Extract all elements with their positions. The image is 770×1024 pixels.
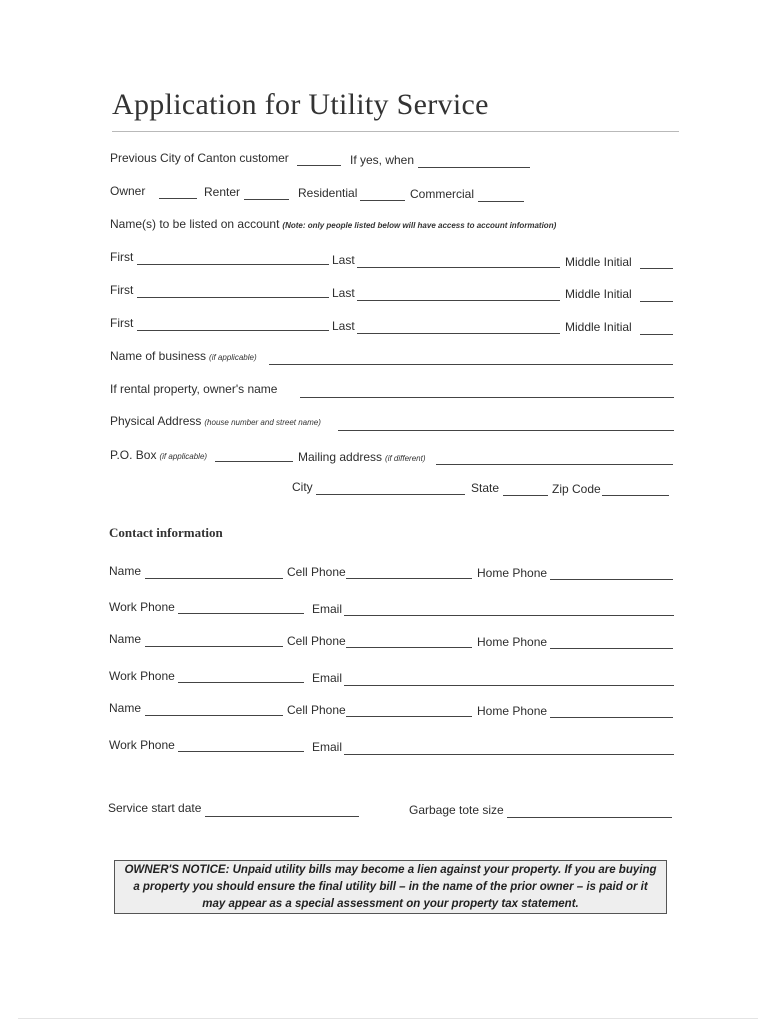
city-field[interactable] xyxy=(316,494,465,495)
zip-code-label: Zip Code xyxy=(552,482,601,496)
cell-phone-label-3: Cell Phone xyxy=(287,703,346,717)
commercial-field[interactable] xyxy=(478,201,524,202)
last-name-label-3: Last xyxy=(332,319,355,333)
home-phone-label-1: Home Phone xyxy=(477,566,548,580)
email-field-3[interactable] xyxy=(344,754,674,755)
po-box-row xyxy=(110,448,207,462)
owner-label: Owner xyxy=(110,184,146,198)
page-title: Application for Utility Service xyxy=(112,88,489,121)
first-name-label-1: First xyxy=(110,250,134,264)
account-names-note: (Note: only people listed below will have access to account information) xyxy=(282,221,557,230)
last-name-label-2: Last xyxy=(332,286,355,300)
physical-address-label: Physical Address xyxy=(110,414,202,428)
city-label: City xyxy=(292,480,313,494)
cell-phone-field-1[interactable] xyxy=(346,578,472,579)
cell-phone-label-2: Cell Phone xyxy=(287,634,346,648)
business-name-note: (if applicable) xyxy=(209,353,257,362)
last-name-field-2[interactable] xyxy=(357,300,560,301)
middle-initial-label-2: Middle Initial xyxy=(565,287,632,301)
mailing-address-note: (if different) xyxy=(385,454,426,463)
physical-address-row xyxy=(110,414,321,428)
work-phone-field-1[interactable] xyxy=(178,613,304,614)
cell-phone-label-1: Cell Phone xyxy=(287,565,346,579)
service-start-field[interactable] xyxy=(205,816,359,817)
work-phone-field-2[interactable] xyxy=(178,682,304,683)
contact-name-label-3: Name xyxy=(109,701,142,715)
first-name-label-2: First xyxy=(110,283,134,297)
rental-owner-field[interactable] xyxy=(300,397,674,398)
po-box-label: P.O. Box xyxy=(110,448,157,462)
cell-phone-field-3[interactable] xyxy=(346,716,472,717)
if-yes-when-label: If yes, when xyxy=(350,153,415,167)
email-field-2[interactable] xyxy=(344,685,674,686)
renter-label: Renter xyxy=(204,185,241,199)
residential-label: Residential xyxy=(298,186,358,200)
email-label-1: Email xyxy=(312,602,343,616)
residential-field[interactable] xyxy=(360,200,405,201)
work-phone-field-3[interactable] xyxy=(178,751,304,752)
work-phone-label-3: Work Phone xyxy=(109,738,175,752)
rental-owner-label: If rental property, owner's name xyxy=(110,382,278,396)
service-start-label: Service start date xyxy=(108,801,202,815)
po-box-note: (if applicable) xyxy=(159,452,208,461)
home-phone-label-2: Home Phone xyxy=(477,635,548,649)
contact-name-field-3[interactable] xyxy=(145,715,283,716)
first-name-field-3[interactable] xyxy=(137,330,329,331)
state-field[interactable] xyxy=(503,495,548,496)
last-name-field-3[interactable] xyxy=(357,333,560,334)
page-bottom-edge xyxy=(18,1018,758,1019)
business-name-field[interactable] xyxy=(269,364,673,365)
home-phone-field-3[interactable] xyxy=(550,717,673,718)
renter-field[interactable] xyxy=(244,199,289,200)
cell-phone-field-2[interactable] xyxy=(346,647,472,648)
middle-initial-field-3[interactable] xyxy=(640,334,673,335)
previous-customer-field[interactable] xyxy=(297,165,341,166)
middle-initial-label-1: Middle Initial xyxy=(565,255,632,269)
last-name-label-1: Last xyxy=(332,253,355,267)
middle-initial-field-2[interactable] xyxy=(640,301,673,302)
middle-initial-field-1[interactable] xyxy=(640,268,673,269)
business-name-label: Name of business xyxy=(110,349,207,363)
contact-name-field-2[interactable] xyxy=(145,646,283,647)
first-name-field-1[interactable] xyxy=(137,264,329,265)
home-phone-field-2[interactable] xyxy=(550,648,673,649)
zip-code-field[interactable] xyxy=(602,495,669,496)
account-names-label: Name(s) to be listed on account xyxy=(110,217,280,231)
email-field-1[interactable] xyxy=(344,615,674,616)
first-name-field-2[interactable] xyxy=(137,297,329,298)
business-name-row xyxy=(110,349,257,363)
garbage-tote-label: Garbage tote size xyxy=(409,803,504,817)
work-phone-label-2: Work Phone xyxy=(109,669,175,683)
contact-section-heading: Contact information xyxy=(109,525,223,540)
home-phone-field-1[interactable] xyxy=(550,579,673,580)
contact-name-field-1[interactable] xyxy=(145,578,283,579)
work-phone-label-1: Work Phone xyxy=(109,600,175,614)
previous-customer-label: Previous City of Canton customer xyxy=(110,151,289,165)
owner-field[interactable] xyxy=(159,198,197,199)
physical-address-field[interactable] xyxy=(338,430,674,431)
last-name-field-1[interactable] xyxy=(357,267,560,268)
mailing-address-label: Mailing address xyxy=(298,450,383,464)
commercial-label: Commercial xyxy=(410,187,475,201)
owners-notice: OWNER'S NOTICE: Unpaid utility bills may become a lien against your property. If you are buying a property you should ensure the final utility bill – in the name of the prior owner – is paid or it may appear as a special assessment on your property tax statement. xyxy=(114,860,667,914)
title-divider xyxy=(112,131,679,132)
email-label-3: Email xyxy=(312,740,343,754)
account-names-heading xyxy=(110,217,556,231)
first-name-label-3: First xyxy=(110,316,134,330)
email-label-2: Email xyxy=(312,671,343,685)
state-label: State xyxy=(471,481,500,495)
if-yes-when-field[interactable] xyxy=(418,167,530,168)
mailing-address-field[interactable] xyxy=(436,464,673,465)
contact-name-label-1: Name xyxy=(109,564,142,578)
physical-address-note: (house number and street name) xyxy=(204,418,321,427)
middle-initial-label-3: Middle Initial xyxy=(565,320,632,334)
po-box-field[interactable] xyxy=(215,461,293,462)
contact-name-label-2: Name xyxy=(109,632,142,646)
mailing-address-row xyxy=(298,450,426,464)
home-phone-label-3: Home Phone xyxy=(477,704,548,718)
garbage-tote-field[interactable] xyxy=(507,817,672,818)
